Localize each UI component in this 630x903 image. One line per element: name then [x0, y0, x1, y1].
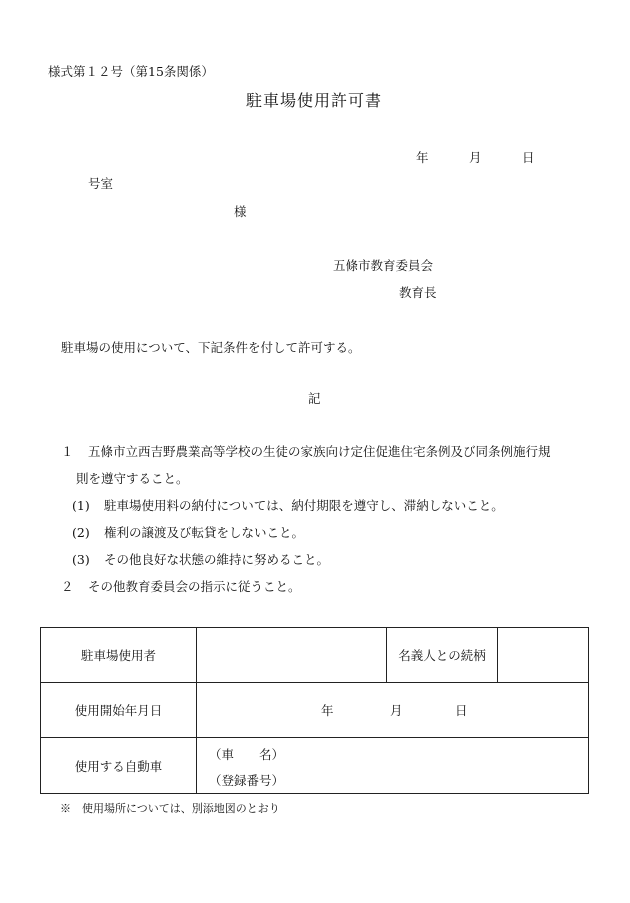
parking-user-label: 駐車場使用者 [41, 628, 197, 683]
condition-2-number: ２ [61, 579, 74, 594]
form-number: 様式第１２号（第15条関係） [48, 64, 214, 79]
sub-condition-1-number: (1) [72, 498, 90, 513]
honorific-label: 様 [234, 204, 247, 219]
condition-1-line-2: 則を遵守すること。 [76, 471, 189, 486]
condition-2-text: その他教育委員会の指示に従うこと。 [88, 579, 301, 594]
start-date-value[interactable] [197, 683, 589, 738]
table-row-vehicle [41, 738, 589, 794]
permit-details-table [40, 627, 589, 794]
start-date-month-label: 月 [390, 703, 403, 718]
room-label: 号室 [88, 176, 114, 191]
date-month-label: 月 [469, 150, 482, 165]
condition-1-line-1: 五條市立西吉野農業高等学校の生徒の家族向け定住促進住宅条例及び同条例施行規 [88, 444, 551, 459]
condition-1-number: １ [61, 444, 74, 459]
sub-condition-2-text: 権利の譲渡及び転貸をしないこと。 [104, 525, 305, 540]
permission-statement: 駐車場の使用について、下記条件を付して許可する。 [61, 340, 361, 355]
date-year-label: 年 [416, 150, 429, 165]
vehicle-name-label: （車 名） [209, 747, 285, 762]
vehicle-label: 使用する自動車 [41, 738, 197, 794]
parking-user-value[interactable] [197, 628, 387, 683]
table-row-start-date [41, 683, 589, 738]
issuer-organization: 五條市教育委員会 [333, 258, 434, 273]
sub-condition-2-number: (2) [72, 525, 90, 540]
start-date-label: 使用開始年月日 [41, 683, 197, 738]
relation-label: 名義人との続柄 [387, 628, 498, 683]
vehicle-value[interactable] [197, 738, 589, 794]
vehicle-registration-label: （登録番号） [209, 773, 285, 788]
date-day-label: 日 [522, 150, 535, 165]
table-row-user [41, 628, 589, 683]
sub-condition-3-text: その他良好な状態の維持に努めること。 [104, 552, 330, 567]
sub-condition-3-number: (3) [72, 552, 90, 567]
start-date-year-label: 年 [321, 703, 334, 718]
sub-condition-1-text: 駐車場使用料の納付については、納付期限を遵守し、滞納しないこと。 [104, 498, 504, 513]
start-date-day-label: 日 [455, 703, 468, 718]
location-note: ※ 使用場所については、別添地図のとおり [60, 802, 280, 815]
document-title: 駐車場使用許可書 [246, 91, 383, 110]
issuer-position: 教育長 [399, 285, 437, 300]
ki-heading: 記 [308, 391, 321, 406]
relation-value[interactable] [498, 628, 589, 683]
